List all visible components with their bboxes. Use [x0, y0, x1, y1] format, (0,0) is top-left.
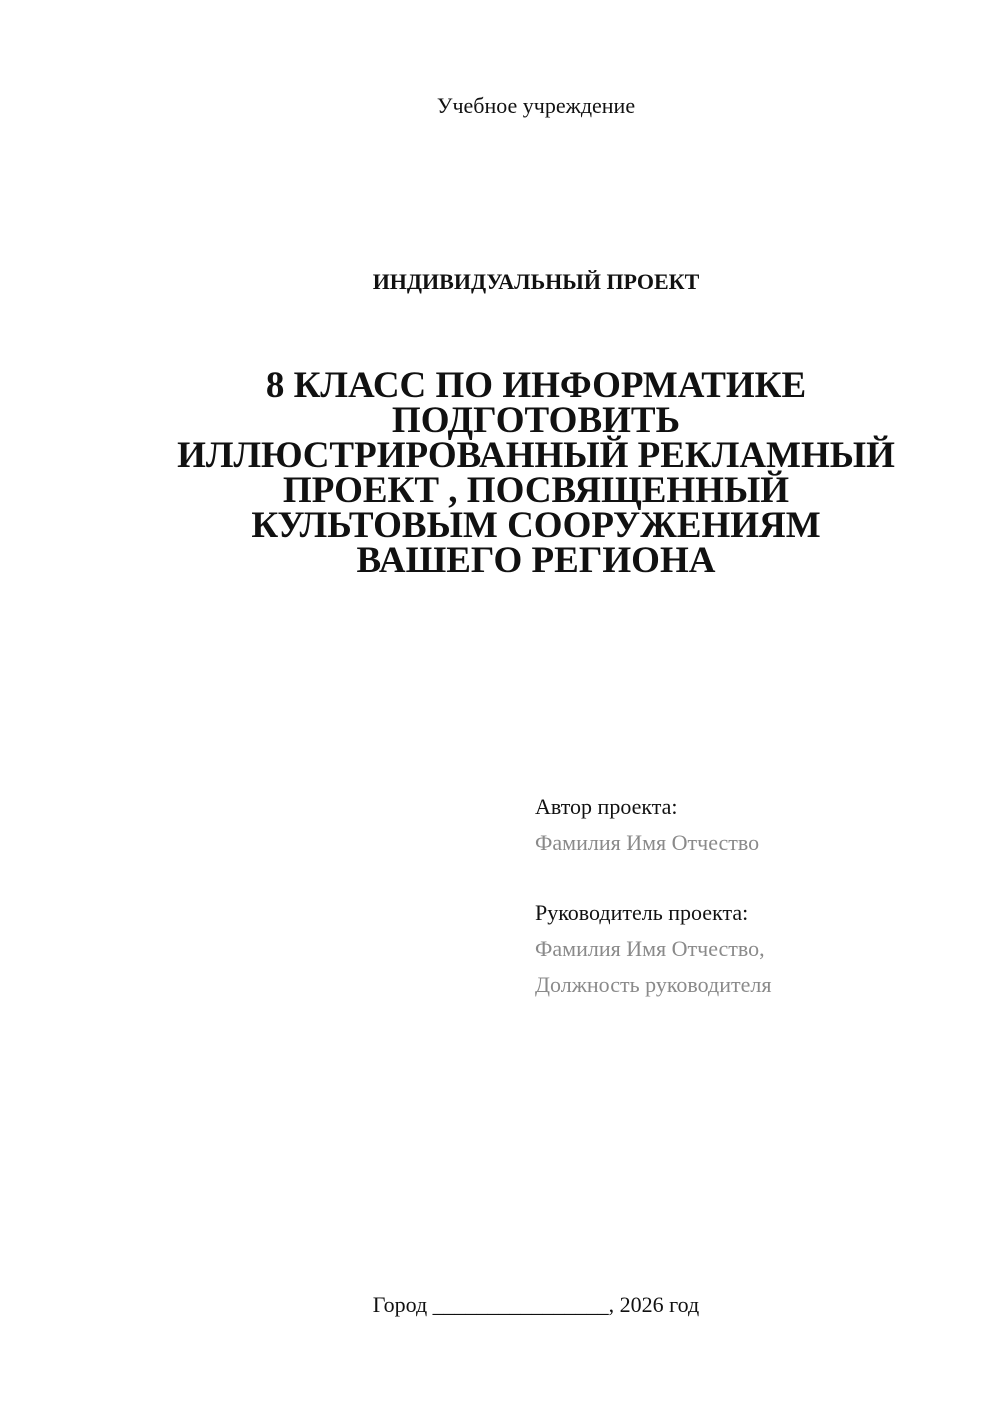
author-name-placeholder: Фамилия Имя Отчество — [535, 830, 760, 855]
author-label: Автор проекта: — [535, 794, 678, 819]
institution-name: Учебное учреждение — [436, 93, 636, 118]
document-type: ИНДИВИДУАЛЬНЫЙ ПРОЕКТ — [372, 269, 700, 294]
title-line: КУЛЬТОВЫМ СООРУЖЕНИЯМ — [251, 505, 821, 546]
project-credits — [535, 789, 975, 1003]
city-year-line: Город ________________, 2026 год — [372, 1292, 700, 1317]
supervisor-label: Руководитель проекта: — [535, 900, 749, 925]
supervisor-position-placeholder: Должность руководителя — [535, 972, 772, 997]
title-line: ИЛЛЮСТРИРОВАННЫЙ РЕКЛАМНЫЙ — [177, 435, 895, 476]
spacer — [535, 861, 975, 895]
title-line: ПОДГОТОВИТЬ — [391, 400, 681, 441]
title-line: ВАШЕГО РЕГИОНА — [356, 540, 716, 581]
project-title — [120, 365, 952, 581]
title-line: 8 КЛАСС ПО ИНФОРМАТИКЕ — [265, 365, 807, 406]
supervisor-name-placeholder: Фамилия Имя Отчество, — [535, 936, 765, 961]
title-line: ПРОЕКТ , ПОСВЯЩЕННЫЙ — [282, 470, 790, 511]
